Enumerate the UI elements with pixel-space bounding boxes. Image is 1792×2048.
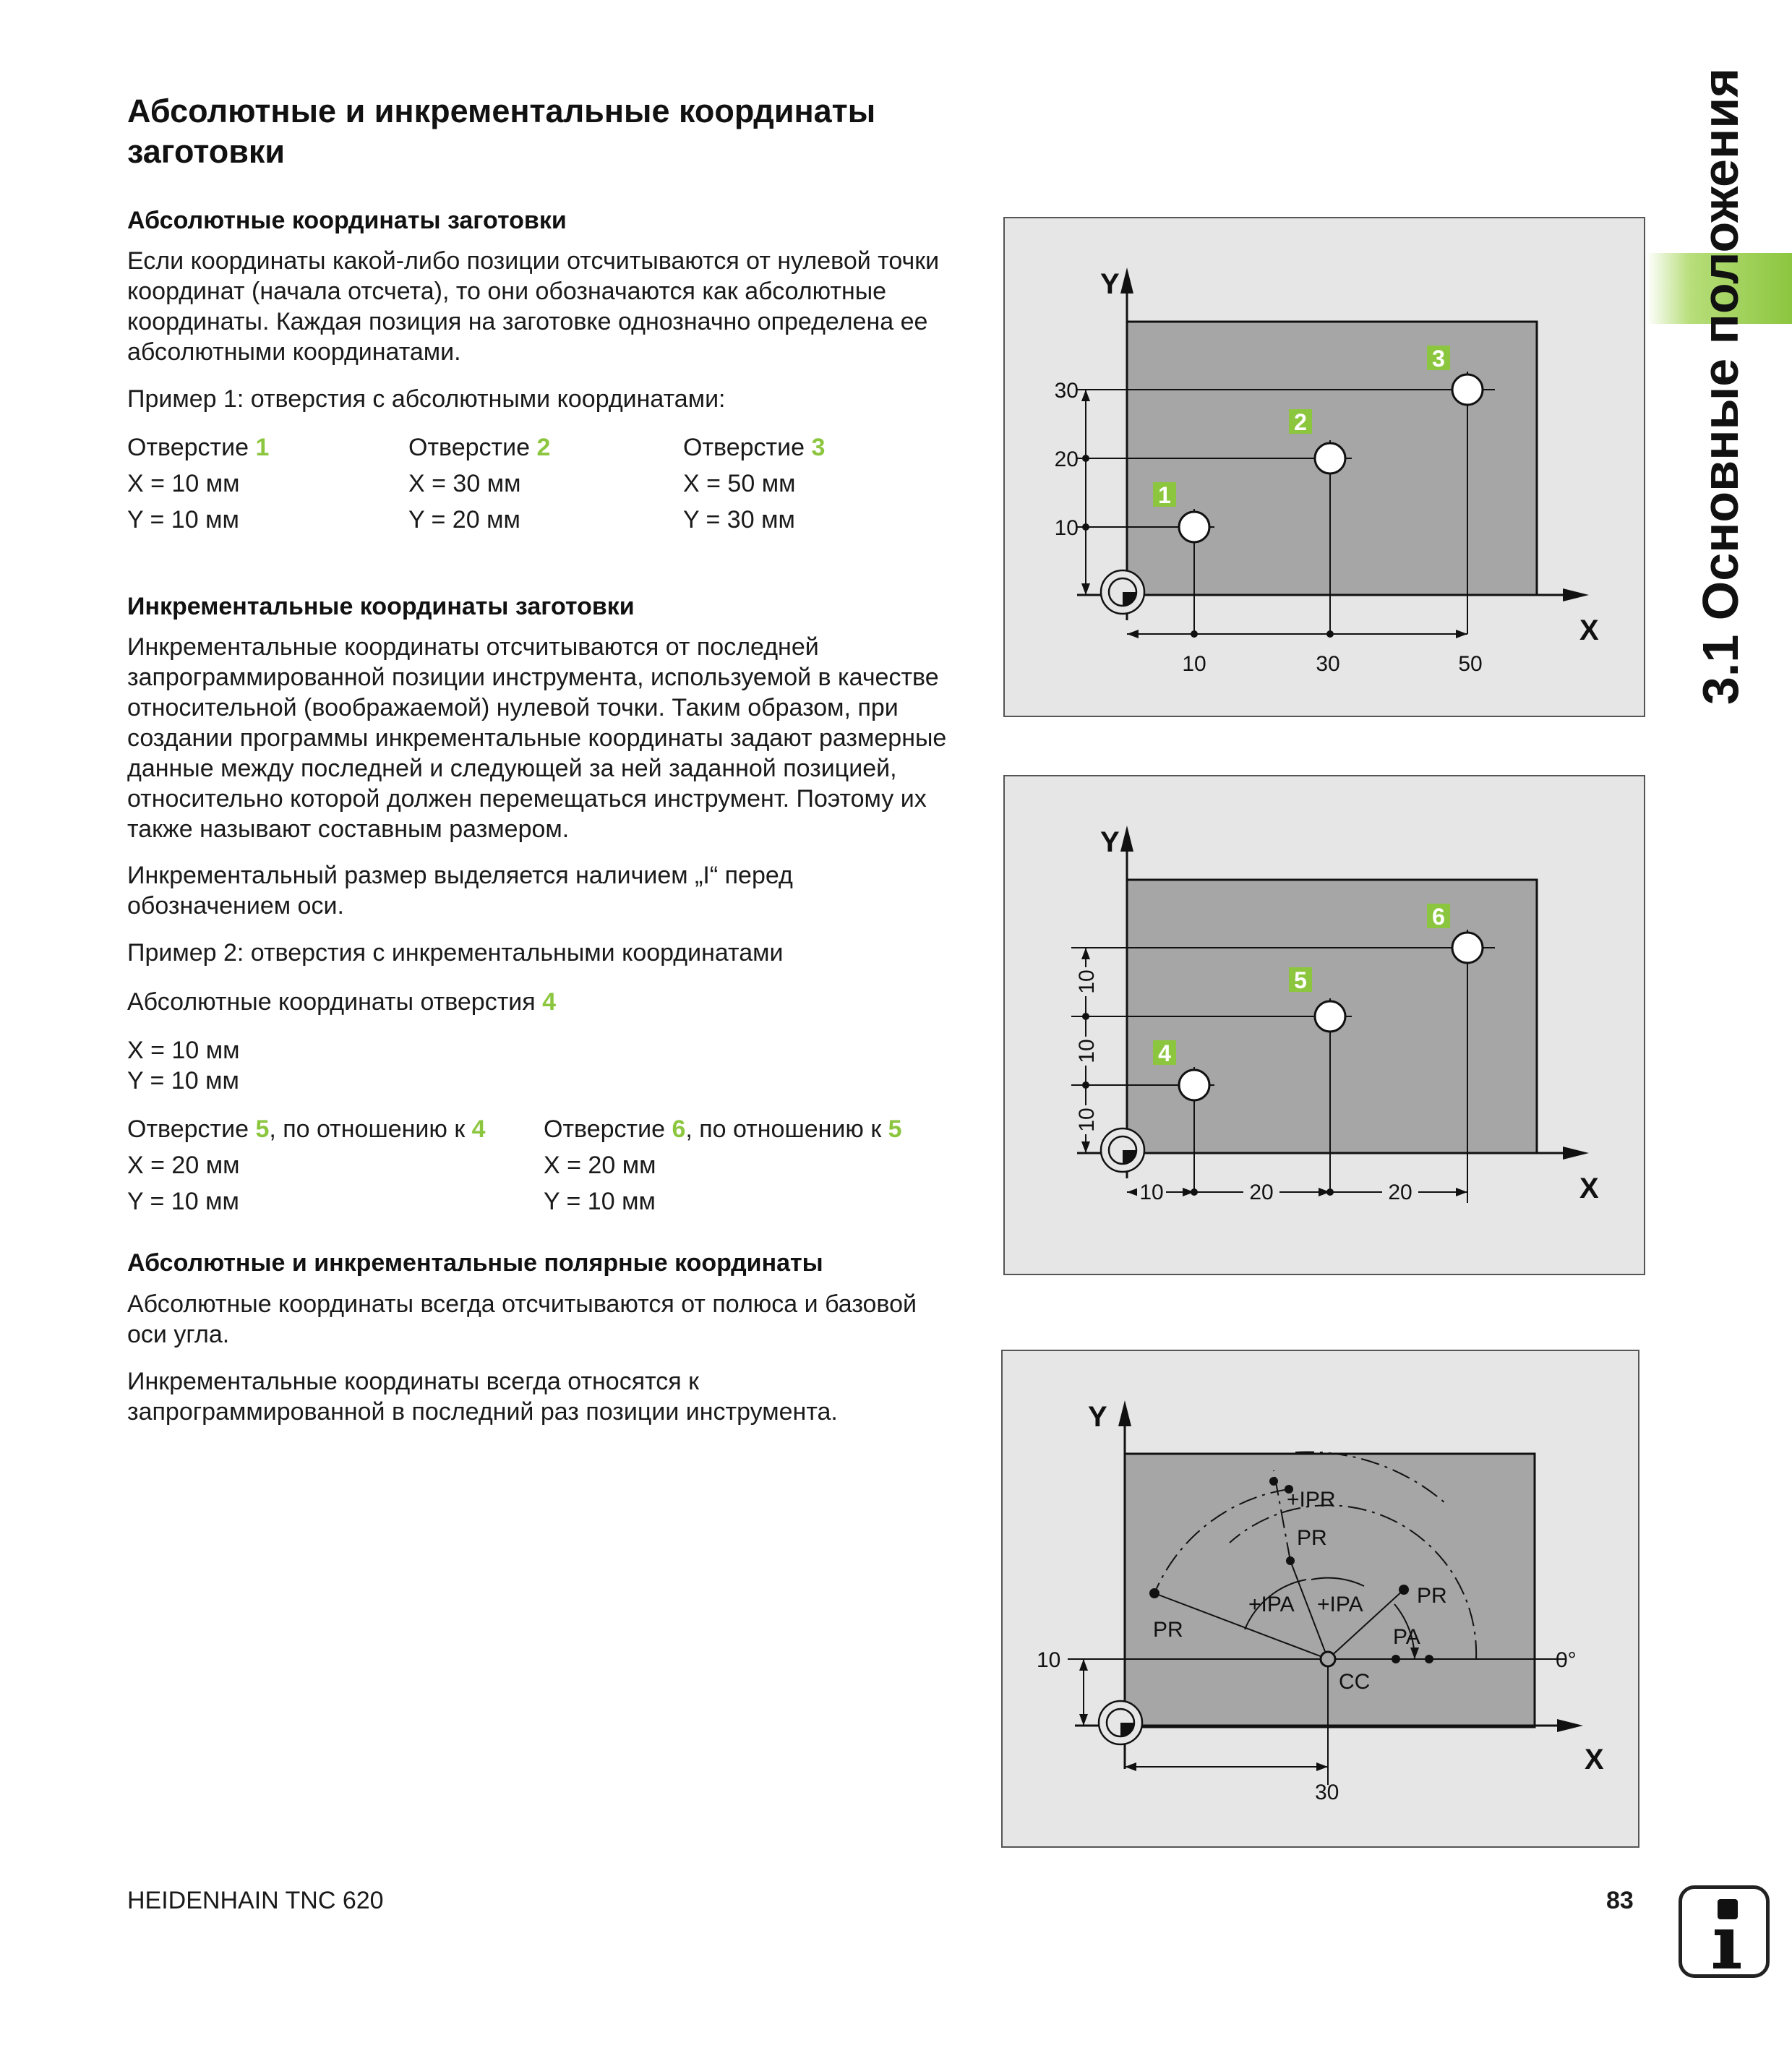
x-axis-label: X: [1585, 1744, 1604, 1775]
abs-coords-hole-4: Абсолютные координаты отверстия 4: [127, 988, 557, 1016]
x-axis-label: X: [1579, 1173, 1599, 1204]
hole-2-x: X = 30 мм: [408, 470, 521, 497]
y-dim-1: 10: [1075, 1107, 1099, 1132]
label-ipa-2: +IPA: [1317, 1593, 1363, 1616]
y-dim-3: 10: [1075, 969, 1099, 994]
chapter-side-title: 3.1 Основные положения: [1692, 67, 1749, 705]
section-heading-incremental: Инкрементальные координаты заготовки: [127, 593, 635, 620]
figure-incremental-coordinates: [1003, 775, 1645, 1275]
x-dim-1: 10: [1139, 1181, 1164, 1204]
paragraph-polar-absolute: Абсолютные координаты всегда отсчитываются от полюса и базовой оси угла.: [127, 1290, 917, 1348]
figure-polar-coordinates: [1001, 1350, 1639, 1848]
y-dim-2: 10: [1075, 1039, 1099, 1063]
label-pr-right: PR: [1417, 1584, 1447, 1608]
x-tick-10: 10: [1182, 652, 1206, 676]
example-1-text: Пример 1: отверстия с абсолютными координатами:: [127, 385, 726, 413]
example-2-text: Пример 2: отверстия с инкрементальными координатами: [127, 939, 784, 967]
hole-6-x: X = 20 мм: [544, 1152, 656, 1179]
page-title: Абсолютные и инкрементальные координаты заготовки: [127, 93, 876, 170]
hole-6-label: Отверстие 6, по отношению к 5: [544, 1115, 902, 1143]
hole-5-label: Отверстие 5, по отношению к 4: [127, 1115, 486, 1143]
hole-4: [1179, 1070, 1209, 1100]
label-ipa-1: +IPA: [1248, 1593, 1295, 1616]
hole-1-label: Отверстие 1: [127, 434, 270, 461]
y-tick-30: 30: [1054, 379, 1079, 403]
label-pr-left: PR: [1153, 1618, 1183, 1642]
hole-4-x: X = 10 мм: [127, 1037, 240, 1064]
paragraph-incremental: Инкрементальные координаты отсчитываются от последней запрограммированной позиции инструмента, используемой в качестве относительной (воображаемой) нулевой точки. Таким образом, при создании программы инкрементальные координаты задают размерные данные между последней и следующей за ней заданной позицией, относительно которой должен перемещаться инструмент. Поэтому их также называют составным размером.: [127, 633, 947, 843]
origin-symbol: [1099, 1701, 1142, 1744]
footer-product: HEIDENHAIN TNC 620: [127, 1887, 384, 1914]
x-dim-3: 20: [1388, 1181, 1412, 1204]
section-heading-absolute: Абсолютные координаты заготовки: [127, 207, 567, 234]
hole-3-y: Y = 30 мм: [683, 506, 795, 534]
page-number: 83: [1606, 1887, 1634, 1914]
x-axis-label: X: [1579, 614, 1599, 646]
paragraph-polar-incremental: Инкрементальные координаты всегда относятся к запрограммированной в последний раз позиции инструмента.: [127, 1368, 838, 1426]
y-axis-label: Y: [1100, 826, 1120, 858]
y-tick-20: 20: [1054, 447, 1079, 471]
label-zero-deg: 0°: [1556, 1648, 1577, 1672]
x-dim-2: 20: [1249, 1181, 1274, 1204]
paragraph-absolute: Если координаты какой-либо позиции отсчитываются от нулевой точки координат (начала отсчета), то они обозначаются как абсолютные координаты. Каждая позиция на заготовке однозначно определена ее абсолютными координатами.: [127, 247, 940, 366]
y-tick-10: 10: [1037, 1648, 1061, 1672]
hole-5: [1315, 1001, 1345, 1032]
hole-1: [1179, 512, 1209, 542]
label-hole-1: 1: [1158, 482, 1171, 508]
x-tick-30: 30: [1316, 652, 1340, 676]
label-pr-1: PR: [1297, 1526, 1327, 1550]
label-pa: PA: [1393, 1625, 1420, 1649]
info-icon[interactable]: [1679, 1885, 1770, 1978]
label-hole-4: 4: [1158, 1040, 1171, 1066]
label-ipr: +IPR: [1287, 1488, 1336, 1512]
hole-3: [1452, 374, 1483, 405]
label-hole-3: 3: [1432, 346, 1445, 372]
y-tick-10: 10: [1054, 516, 1079, 540]
y-axis-label: Y: [1088, 1401, 1107, 1433]
hole-3-x: X = 50 мм: [683, 470, 796, 497]
y-axis-label: Y: [1100, 268, 1120, 300]
label-cc: CC: [1339, 1670, 1371, 1694]
hole-3-label: Отверстие 3: [683, 434, 826, 461]
hole-1-y: Y = 10 мм: [127, 506, 239, 534]
hole-2-y: Y = 20 мм: [408, 506, 520, 534]
hole-1-x: X = 10 мм: [127, 470, 240, 497]
origin-symbol: [1101, 570, 1144, 614]
pole-cc: [1321, 1652, 1335, 1666]
x-tick-50: 50: [1458, 652, 1483, 676]
x-tick-30: 30: [1315, 1781, 1339, 1804]
hole-5-y: Y = 10 мм: [127, 1188, 239, 1215]
paragraph-incremental-note: Инкрементальный размер выделяется наличием „I“ перед обозначением оси.: [127, 862, 793, 920]
hole-2-label: Отверстие 2: [408, 434, 551, 461]
figure-absolute-coordinates: [1003, 217, 1645, 717]
label-hole-5: 5: [1294, 967, 1307, 993]
hole-4-y: Y = 10 мм: [127, 1067, 239, 1094]
section-heading-polar: Абсолютные и инкрементальные полярные координаты: [127, 1249, 823, 1277]
hole-5-x: X = 20 мм: [127, 1152, 240, 1179]
origin-symbol: [1101, 1128, 1144, 1172]
hole-2: [1315, 443, 1345, 474]
hole-6: [1452, 933, 1483, 963]
label-hole-6: 6: [1432, 904, 1445, 930]
label-hole-2: 2: [1294, 409, 1307, 435]
hole-6-y: Y = 10 мм: [544, 1188, 656, 1215]
